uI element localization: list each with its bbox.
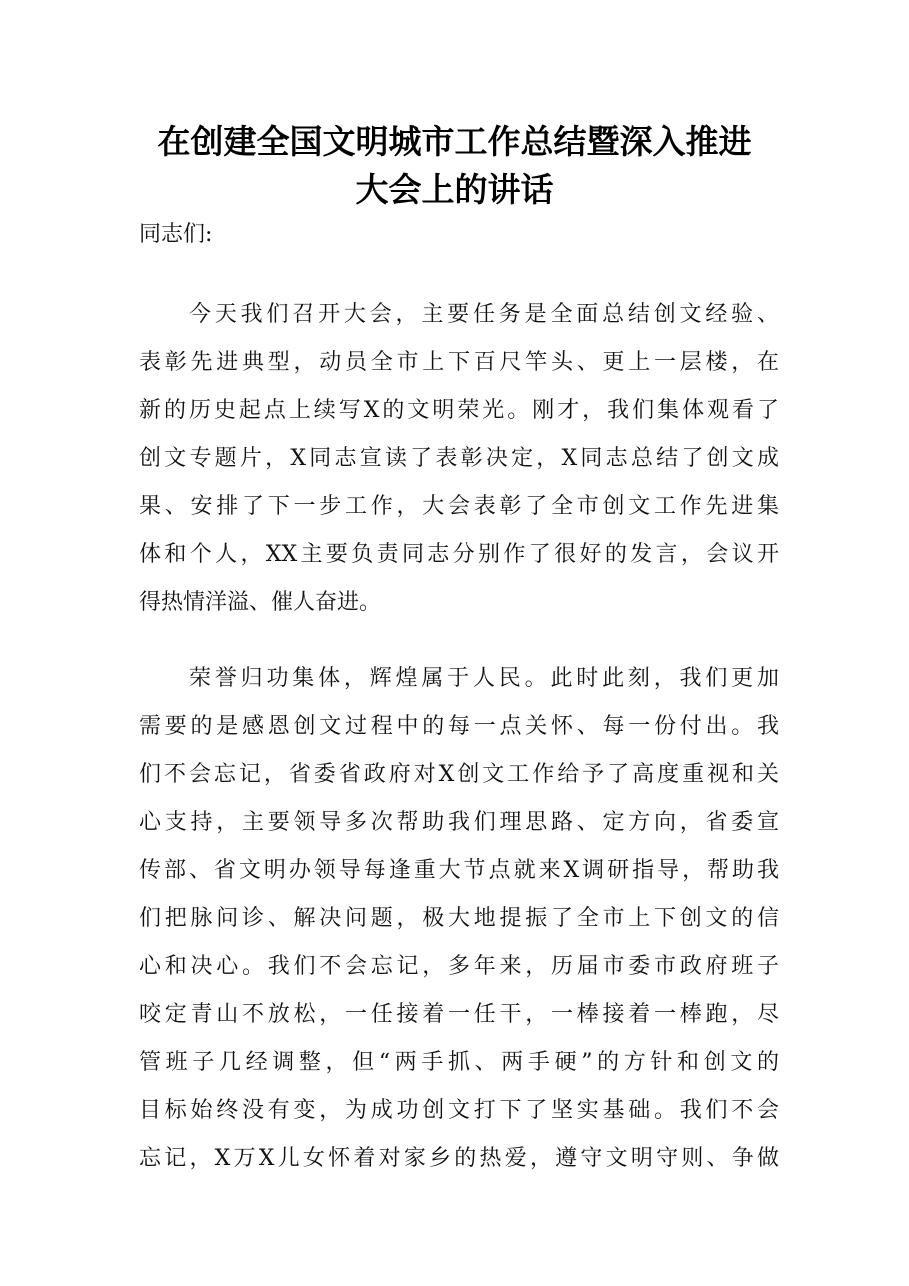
paragraph-line: 创文专题片，X同志宣读了表彰决定，X同志总结了创文成 <box>139 446 779 471</box>
paragraph-line: 管班子几经调整，但“两手抓、两手硬”的方针和创文的 <box>139 1050 779 1075</box>
title-line-2: 大会上的讲话 <box>355 170 554 209</box>
paragraph-line: 们把脉问诊、解决问题，极大地提振了全市上下创文的信 <box>139 906 779 931</box>
paragraph-line: 传部、省文明办领导每逢重大节点就来X调研指导，帮助我 <box>139 858 779 883</box>
paragraph-line: 新的历史起点上续写X的文明荣光。刚才，我们集体观看了 <box>139 398 779 423</box>
paragraph-line: 今天我们召开大会，主要任务是全面总结创文经验、 <box>189 302 779 327</box>
paragraph-line: 表彰先进典型，动员全市上下百尺竿头、更上一层楼，在 <box>139 350 779 375</box>
paragraph-line: 荣誉归功集体，辉煌属于人民。此时此刻，我们更加 <box>189 666 779 691</box>
document-title <box>100 118 809 214</box>
paragraph-2 <box>139 655 779 1183</box>
paragraph-line: 心和决心。我们不会忘记，多年来，历届市委市政府班子 <box>139 954 779 979</box>
paragraph-line: 需要的是感恩创文过程中的每一点关怀、每一份付出。我 <box>139 714 779 739</box>
document-body <box>139 211 779 1183</box>
paragraph-line: 心支持，主要领导多次帮助我们理思路、定方向，省委宣 <box>139 810 779 835</box>
salutation: 同志们: <box>139 222 213 247</box>
paragraph-line: 咬定青山不放松，一任接着一任干，一棒接着一棒跑，尽 <box>139 1002 779 1027</box>
paragraph-line: 们不会忘记，省委省政府对X创文工作给予了高度重视和关 <box>139 762 779 787</box>
paragraph-line: 目标始终没有变，为成功创文打下了坚实基础。我们不会 <box>139 1098 779 1123</box>
paragraph-line: 得热情洋溢、催人奋进。 <box>139 590 382 615</box>
paragraph-line: 体和个人，XX主要负责同志分别作了很好的发言，会议开 <box>139 542 779 567</box>
title-line-1: 在创建全国文明城市工作总结暨深入推进 <box>157 122 752 161</box>
paragraph-1 <box>139 291 779 627</box>
paragraph-line: 忘记，X万X儿女怀着对家乡的热爱，遵守文明守则、争做 <box>139 1146 779 1171</box>
paragraph-line: 果、安排了下一步工作，大会表彰了全市创文工作先进集 <box>139 494 779 519</box>
